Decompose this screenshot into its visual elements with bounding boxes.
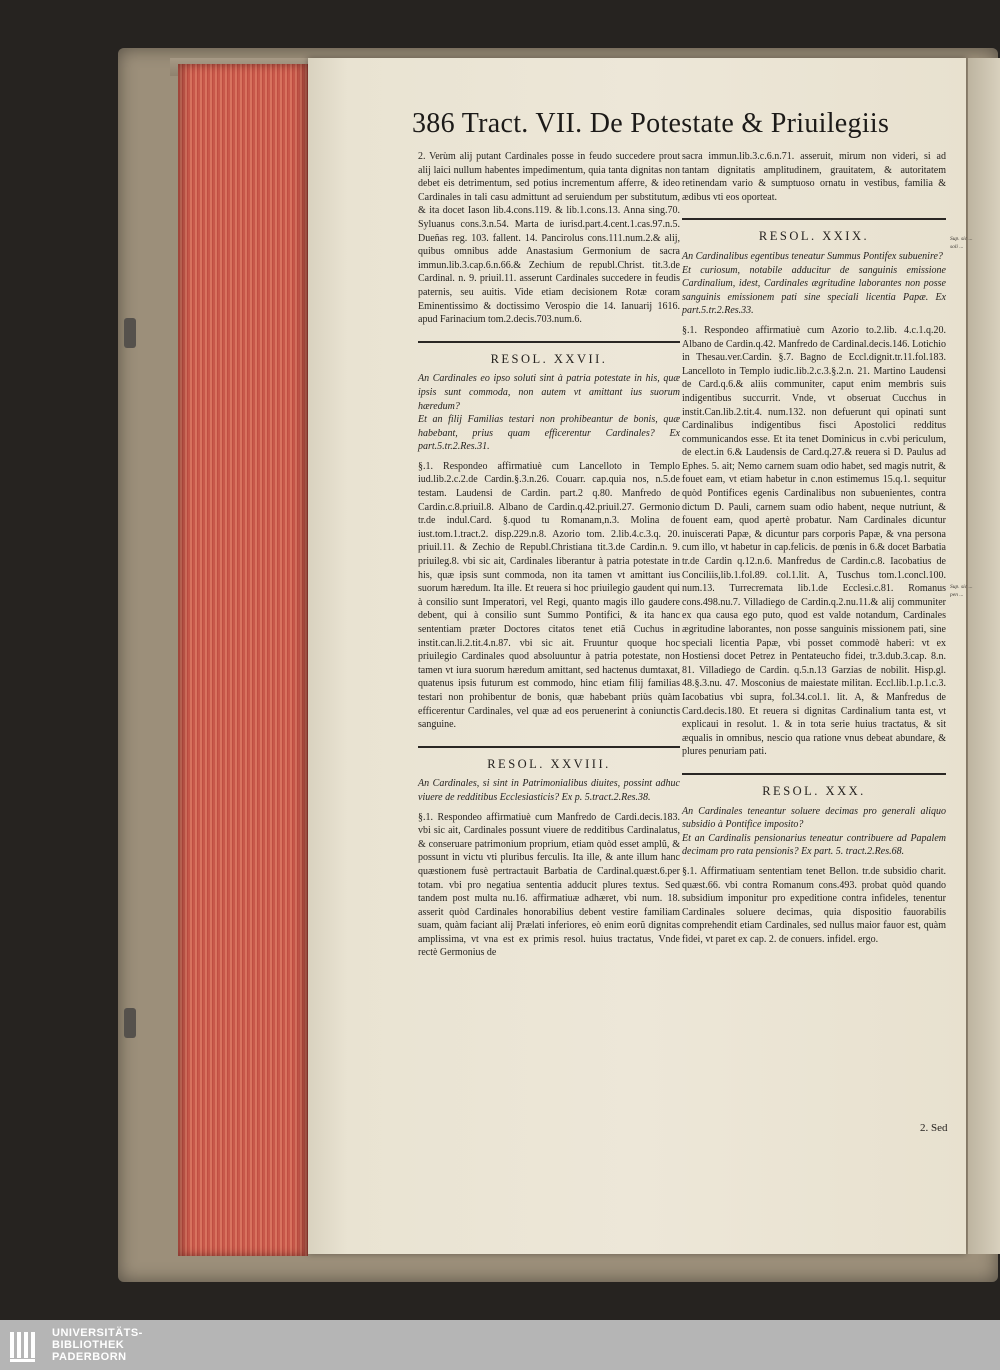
resol-xxviii-heading: RESOL. XXVIII. — [487, 756, 611, 771]
question-30a: An Cardinales teneantur soluere decimas pro generali aliquo subsidio à Pontifice imposito? — [682, 805, 946, 831]
question-29b: Et curiosum, notabile adducitur de sanguinis emissione Cardinalium, idest, Cardinales ægritudine laborantes non posse sanguinis emissionem pati sine speciali licentia Papæ. Ex part.5.tr.2.Res.33. — [682, 264, 946, 317]
margin-note-middle: Sup. sic ... pen ... — [950, 584, 973, 598]
continuation-text: sacra immun.lib.3.c.6.n.71. asseruit, mirum non videri, si ad tantam dignitatis amplitudinem, grauitatem, & autoritatem retinendam vario & sumptuoso ornatu in vestibus, familia & ædibus vti eos oporteat. — [682, 151, 946, 203]
clasp-bottom — [124, 1008, 136, 1038]
section-29-text: §.1. Respondeo affirmatiuè cum Azorio to.2.lib. 4.c.1.q.20. Albano de Cardin.q.42. Manfredo de Cardinal.decis.146. Lotichio in Thesau.ver.Cardin. §.7. Bagno de Eccl.dignit.tr.11.fol.183. Lancelloto in Templo iudic.lib.2.c.3.§.2.n. 21. Martino Laudensi de Card.q.6.& aliis communiter, caput enim membris suis indigentibus succurrit. Vnde, vt obseruat Cucchus in instit.Can.lib.2.tit.4. num.132. non defuerunt qui opinati sunt Cardinalibus indigentibus fisci Apostolici redditus communicandos esse. Et ita tenet Dominicus in c.vbi periculum, de elect.in 6.& Laudensis de Card.q.27.& reuera si D. Paulus ad Ephes. 5. ait; Nemo carnem suam odio habet, sed magis nutrit, & fouet eam, vt etiam habetur in c.non estimemus 15.q.1. sequitur quòd Pontifices egenis Cardinalibus non subuenientes, contra dictum D. Pauli, carnem suam odio habent, neque nutriunt, & fouent eam, quod apertè probatur. Nam Cardinales dicuntur inuiscerati Papæ, & dicuntur pars corporis Papæ, & vna persona cum illo, vt habetur in cap.felicis. de pœnis in 6.& docet Barbatia tr.de Cardin q.12.n.6. Manfredus de Cardin.c.8. Iacobatius de Conciliis,lib.1.fol.89. col.1.lit. A, Tuschus tom.1.concl.100. num.13. Turrecremata lib.1.de Ecclesi.c.81. Romanus cons.498.nu.7. Villadiego de Cardin.q.2.nu.11.& alij communiter ex qua causa ego puto, quod est valde notandum, Cardinales ægritudine laborantes, non posse sanguinis missionem pati, sine speciali licentia Papæ, vbi posset commodè haberi: vt ex Hostiensi docet Petrez in Pentateucho fidei, tr.3.dub.3.cap. 8.n. 81. Villadiego de Cardin. q.5.n.13 Garzias de nobilit. Hisp.gl. 48.§.3.nu. 47. Mosconius de maiestate militan. Eccl.lib.1.p.1.c.3. Iacobatius vbi supra, fol.34.col.1. lit. A, & Manfredus de Card.decis.180. Et reuera si dignitas Cardinalium tanta est, vt explicaui in resolut. 1. & in tota serie huius tractatus, & sit æqualis in omnibus, nescio qua ratione vnus debeat abundare, & plures penuriam pati. — [682, 324, 946, 758]
question-29a: An Cardinalibus egentibus teneatur Summus Pontifex subuenire? — [682, 250, 943, 262]
resol-xxvii-heading: RESOL. XXVII. — [490, 351, 608, 366]
right-column — [682, 150, 946, 946]
left-column — [418, 150, 680, 960]
resol-xxix-heading: RESOL. XXIX. — [758, 229, 870, 244]
library-name-line-3: PADERBORN — [52, 1351, 127, 1363]
library-name-line-2: BIBLIOTHEK — [52, 1339, 125, 1351]
question-27b: Et an filij Familias testari non prohibeantur de bonis, quæ habebant, prius quam efficerentur Cardinales? Ex part.5.tr.2.Res.31. — [418, 414, 680, 453]
section-rule — [682, 773, 946, 775]
margin-note-top: Sup. sic ... soli ... — [950, 236, 973, 250]
clasp-top — [124, 318, 136, 348]
section-30-text: §.1. Affirmatiuam sententiam tenet Bellon. tr.de subsidio charit. quæst.66. vbi contra Romanum cons.493. probat quòd quando subsidium imponitur pro expeditione contra infideles, tenentur Cardinales soluere decimas, quia dispositio fauorabilis comprehendit etiam Cardinales, sed nullus maior fauor est, quàm fidei, vt paret ex cap. 2. de conuers. infidel. ergo. — [682, 865, 946, 945]
section-rule — [418, 341, 680, 343]
question-28: An Cardinales, si sint in Patrimonialibus diuites, possint adhuc viuere de redditibus Ecclesiasticis? Ex p. 5.tract.2.Res.38. — [418, 778, 680, 803]
section-27-text: §.1. Respondeo affirmatiuè cum Lancelloto in Templo iud.lib.2.c.2.de Cardin.§.3.n.26. Couarr. cap.quia nos, n.5.de testam. Laudensi de Cardin. part.2 q.80. Manfredo de Cardin.c.8.priuil.8. Albano de Cardin.q.42.priuil.27. Germonio tr.de indul.Card. §.quod tu Romanam,n.3. Molina de iust.tom.1.tract.2. disp.229.n.8. Azorio tom. 2.lib.4.c.3.q. 20. priuil.11. & Zechio de Republ.Christiana tit.3.de Cardin.n. 9. priuileg.8. vbi sic ait, Cardinales liberantur à patria potestate in his, quæ ipsis sunt commoda, non ita tamen vt amittant ius suorum hæredum. Ita ille. Et reuera si hoc priuilegio gaudent qui à consilio sunt Imperatori, vel Regi, quanto magis illo gaudere debent, qui à consilio sunt Summo Pontifici, & ita hanc sententiam præter Doctores citatos tenet etiã Cuchus in instit.can.li.2.tit.4.n.87. vbi sic ait. Fruuntur quoque hoc priuilegio Cardinales quod absoluuntur à patria potestate, non tamen vt iura suorum hæredum amittant, sed hactenus dumtaxat, quatenus ipsis futurum est commodo, hinc etiam filij familias testari non prohibentur de bonis, quæ habebant priùs quàm efficerentur Cardinales, vel quæ ad eos peruenerint à coniunctis sanguine. — [418, 460, 680, 731]
section-rule — [682, 218, 946, 220]
paragraph-2: 2. Verùm alij putant Cardinales posse in feudo succedere prout alij laici nullum habentes impedimentum, quia tanta dignitas non debet eis detrimentum, sed potius incrementum afferre, & ideo Cardinales in tali casu admittunt ad seruiendum per substitutum, & ita docet Iason lib.4.cons.119. & lib.1.cons.13. Anna sing.70. Syluanus cons.3.n.54. Marta de iurisd.part.4.cent.1.cas.97.n.5. Dueñas reg. 103. fallent. 14. Pancirolus cons.111.num.2.& alij, quibus omnibus adde Anastasium Germonium de sacra immun.lib.3.cap.6.n.66.& Zechium de republ.Christ. tit.3.de Cardinal. n. 9. priuil.11. asserunt Cardinales succedere in feudis paternis, seu auitis. Vide etiam decisionem Rotæ coram Eminentissimo & doctissimo Verospio die 14. Ianuarij 1616. apud Farinacium tom.2.decis.703.num.6. — [418, 151, 680, 326]
resol-xxx-heading: RESOL. XXX. — [762, 783, 866, 798]
section-rule — [418, 746, 680, 748]
question-30b: Et an Cardinalis pensionarius teneatur contribuere ad Papalem decimam pro rata pensionis? Ex part. 5. tract.2.Res.68. — [682, 832, 946, 858]
library-footer — [0, 1320, 1000, 1370]
library-name-line-1: UNIVERSITÄTS- — [52, 1327, 143, 1339]
section-28-text: §.1. Respondeo affirmatiuè cum Manfredo de Cardi.decis.183. vbi sic ait, Cardinales possunt viuere de redditibus Cardinalatus, & conseruare patrimonium proprium, etiam quòd esset amplũ, & possunt in victu vti pluribus ferculis. Ita ille, & ante illum hanc quæstionem fusè pertractauit Barbatia de Cardinal.quæst.6.per totam. vbi pro negatiua sententia adducit plures textus. Sed tandem post multa nu.16. affirmatiuæ adhæret, vbi num. 18. asserit quòd Cardinales honorabilius debent vestire familiam suam, quàm faciant alij Prælati inferiores, eò enim eorũ dignitas amplissima, vt vna est ex primis resol. huius tractatus, Vnde rectè Germonius de — [418, 811, 680, 959]
library-name — [52, 1327, 143, 1363]
running-header: 386 Tract. VII. De Potestate & Priuilegiis — [412, 108, 890, 139]
catchword: 2. Sed — [920, 1122, 948, 1134]
library-logo-icon — [8, 1328, 44, 1364]
question-27a: An Cardinales eo ipso soluti sint à patria potestate in his, quæ ipsis sunt commoda, non autem vt amittant ius suorum hæredum? — [418, 373, 680, 412]
red-page-edges — [178, 64, 308, 1256]
